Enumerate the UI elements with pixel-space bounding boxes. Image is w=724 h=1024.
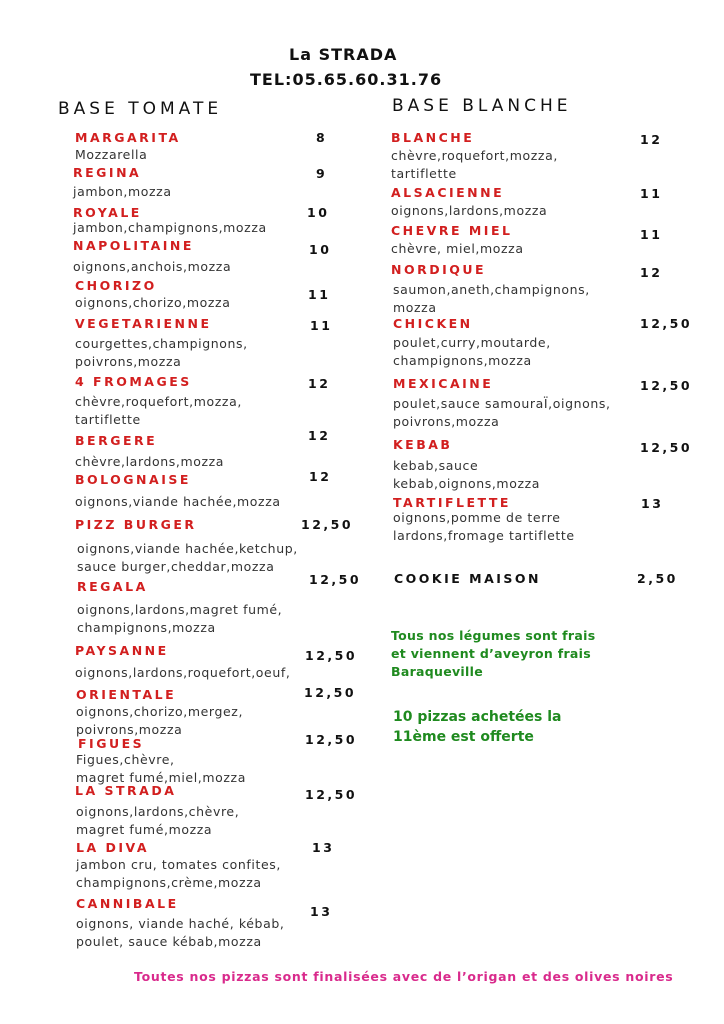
pizza-price: 12 <box>640 265 663 280</box>
ingredients-line: courgettes,champignons, <box>75 336 248 351</box>
pizza-name: ROYALE <box>73 205 142 220</box>
ingredients-line: oignons,viande hachée,ketchup, <box>77 541 298 556</box>
pizza-name: LA DIVA <box>76 840 150 855</box>
pizza-name: MEXICAINE <box>393 376 494 391</box>
pizza-ingredients <box>76 703 243 739</box>
pizza-ingredients <box>76 915 284 951</box>
ingredients-line: oignons, viande haché, kébab, <box>76 916 285 931</box>
pizza-name: REGALA <box>77 579 148 594</box>
pizza-ingredients <box>75 493 281 511</box>
pizza-price: 12 <box>308 376 331 391</box>
section-title-blanche: BASE BLANCHE <box>392 96 572 116</box>
vegetables-note-line: Tous nos légumes sont frais <box>391 628 596 643</box>
pizza-name: REGINA <box>73 165 142 180</box>
pizza-ingredients <box>75 335 248 371</box>
ingredients-line: oignons,chorizo,mozza <box>75 295 231 310</box>
pizza-ingredients <box>393 395 611 431</box>
pizza-name: PIZZ BURGER <box>75 517 197 532</box>
pizza-name: FIGUES <box>78 736 145 751</box>
ingredients-line: kebab,sauce <box>393 458 479 473</box>
pizza-price: 12,50 <box>640 440 693 455</box>
pizza-name: CHICKEN <box>393 316 473 331</box>
pizza-price: 13 <box>641 496 664 511</box>
ingredients-line: chèvre,roquefort,mozza, <box>75 394 242 409</box>
ingredients-line: oignons,pomme de terre <box>393 510 561 525</box>
ingredients-line: oignons,lardons,roquefort,oeuf, <box>75 665 291 680</box>
loyalty-offer-line: 10 pizzas achetées la <box>393 709 562 725</box>
pizza-ingredients <box>76 751 246 787</box>
vegetables-note-line: Baraqueville <box>391 664 483 679</box>
ingredients-line: champignons,mozza <box>393 353 532 368</box>
ingredients-line: jambon,mozza <box>73 184 172 199</box>
pizza-ingredients <box>73 258 231 276</box>
pizza-ingredients <box>76 803 239 839</box>
ingredients-line: lardons,fromage tartiflette <box>393 528 575 543</box>
pizza-ingredients <box>75 146 147 164</box>
pizza-ingredients <box>391 202 547 220</box>
ingredients-line: chèvre, miel,mozza <box>391 241 524 256</box>
ingredients-line: mozza <box>393 300 437 315</box>
section-title-tomate: BASE TOMATE <box>58 99 223 119</box>
pizza-name: PAYSANNE <box>75 643 169 658</box>
pizza-price: 12,50 <box>640 316 693 331</box>
pizza-ingredients <box>75 664 290 682</box>
ingredients-line: champignons,mozza <box>77 620 216 635</box>
pizza-ingredients <box>393 457 540 493</box>
pizza-price: 12,50 <box>305 787 358 802</box>
ingredients-line: champignons,crème,mozza <box>76 875 262 890</box>
pizza-name: ALSACIENNE <box>391 185 505 200</box>
ingredients-line: tartiflette <box>75 412 141 427</box>
pizza-price: 12,50 <box>305 732 358 747</box>
pizza-ingredients <box>77 601 282 637</box>
ingredients-line: magret fumé,miel,mozza <box>76 770 246 785</box>
ingredients-line: poulet,sauce samouraÏ,oignons, <box>393 396 611 411</box>
pizza-price: 11 <box>310 318 333 333</box>
ingredients-line: poivrons,mozza <box>76 722 183 737</box>
ingredients-line: chèvre,lardons,mozza <box>75 454 225 469</box>
pizza-price: 12,50 <box>309 572 362 587</box>
pizza-price: 12 <box>309 469 332 484</box>
pizza-price: 11 <box>640 227 663 242</box>
ingredients-line: jambon cru, tomates confites, <box>76 857 281 872</box>
pizza-name: NAPOLITAINE <box>73 238 194 253</box>
ingredients-line: Figues,chèvre, <box>76 752 175 767</box>
pizza-name: NORDIQUE <box>391 262 487 277</box>
pizza-price: 12,50 <box>304 685 357 700</box>
pizza-name: 4 FROMAGES <box>75 374 192 389</box>
pizza-price: 8 <box>316 130 328 145</box>
ingredients-line: saumon,aneth,champignons, <box>393 282 590 297</box>
pizza-ingredients <box>393 509 575 545</box>
ingredients-line: oignons,viande hachée,mozza <box>75 494 281 509</box>
pizza-name: CHEVRE MIEL <box>391 223 513 238</box>
pizza-name: LA STRADA <box>75 783 177 798</box>
restaurant-phone: TEL:05.65.60.31.76 <box>250 70 443 89</box>
pizza-ingredients <box>75 393 242 429</box>
pizza-price: 11 <box>308 287 331 302</box>
pizza-ingredients <box>393 281 590 317</box>
ingredients-line: chèvre,roquefort,mozza, <box>391 148 558 163</box>
pizza-price: 11 <box>640 186 663 201</box>
pizza-price: 13 <box>310 904 333 919</box>
pizza-price: 12,50 <box>305 648 358 663</box>
ingredients-line: jambon,champignons,mozza <box>73 220 267 235</box>
ingredients-line: poulet,curry,moutarde, <box>393 335 551 350</box>
pizza-name: BERGERE <box>75 433 158 448</box>
ingredients-line: sauce burger,cheddar,mozza <box>77 559 275 574</box>
pizza-price: 13 <box>312 840 335 855</box>
cookie-price: 2,50 <box>637 571 678 586</box>
ingredients-line: oignons,lardons,mozza <box>391 203 548 218</box>
pizza-name: BLANCHE <box>391 130 475 145</box>
ingredients-line: poulet, sauce kébab,mozza <box>76 934 262 949</box>
ingredients-line: oignons,lardons,magret fumé, <box>77 602 283 617</box>
loyalty-offer <box>393 707 561 747</box>
pizza-price: 12 <box>308 428 331 443</box>
ingredients-line: poivrons,mozza <box>393 414 500 429</box>
vegetables-note-line: et viennent d’aveyron frais <box>391 646 591 661</box>
pizza-ingredients <box>75 294 230 312</box>
ingredients-line: oignons,anchois,mozza <box>73 259 232 274</box>
pizza-ingredients <box>76 856 281 892</box>
pizza-name: VEGETARIENNE <box>75 316 212 331</box>
ingredients-line: poivrons,mozza <box>75 354 182 369</box>
pizza-ingredients <box>391 147 558 183</box>
ingredients-line: kebab,oignons,mozza <box>393 476 541 491</box>
pizza-ingredients <box>73 219 267 237</box>
pizza-price: 12 <box>640 132 663 147</box>
pizza-price: 12,50 <box>640 378 693 393</box>
pizza-price: 10 <box>309 242 332 257</box>
restaurant-name: La STRADA <box>289 45 398 64</box>
cookie-name: COOKIE MAISON <box>394 571 542 586</box>
pizza-name: ORIENTALE <box>76 687 177 702</box>
pizza-name: KEBAB <box>393 437 453 452</box>
loyalty-offer-line: 11ème est offerte <box>393 729 534 745</box>
pizza-ingredients <box>73 183 172 201</box>
pizza-name: BOLOGNAISE <box>75 472 191 487</box>
pizza-price: 12,50 <box>301 517 354 532</box>
ingredients-line: oignons,lardons,chèvre, <box>76 804 240 819</box>
pizza-name: MARGARITA <box>75 130 181 145</box>
vegetables-note <box>391 627 595 681</box>
pizza-ingredients <box>391 240 524 258</box>
pizza-ingredients <box>75 453 224 471</box>
ingredients-line: tartiflette <box>391 166 457 181</box>
pizza-name: TARTIFLETTE <box>393 495 511 510</box>
ingredients-line: Mozzarella <box>75 147 148 162</box>
pizza-ingredients <box>393 334 551 370</box>
pizza-price: 10 <box>307 205 330 220</box>
pizza-name: CHORIZO <box>75 278 157 293</box>
pizza-ingredients <box>77 540 298 576</box>
pizza-price: 9 <box>316 166 328 181</box>
pizza-name: CANNIBALE <box>76 896 179 911</box>
footer-note: Toutes nos pizzas sont finalisées avec de l’origan et des olives noires <box>134 969 674 984</box>
ingredients-line: oignons,chorizo,mergez, <box>76 704 244 719</box>
ingredients-line: magret fumé,mozza <box>76 822 213 837</box>
